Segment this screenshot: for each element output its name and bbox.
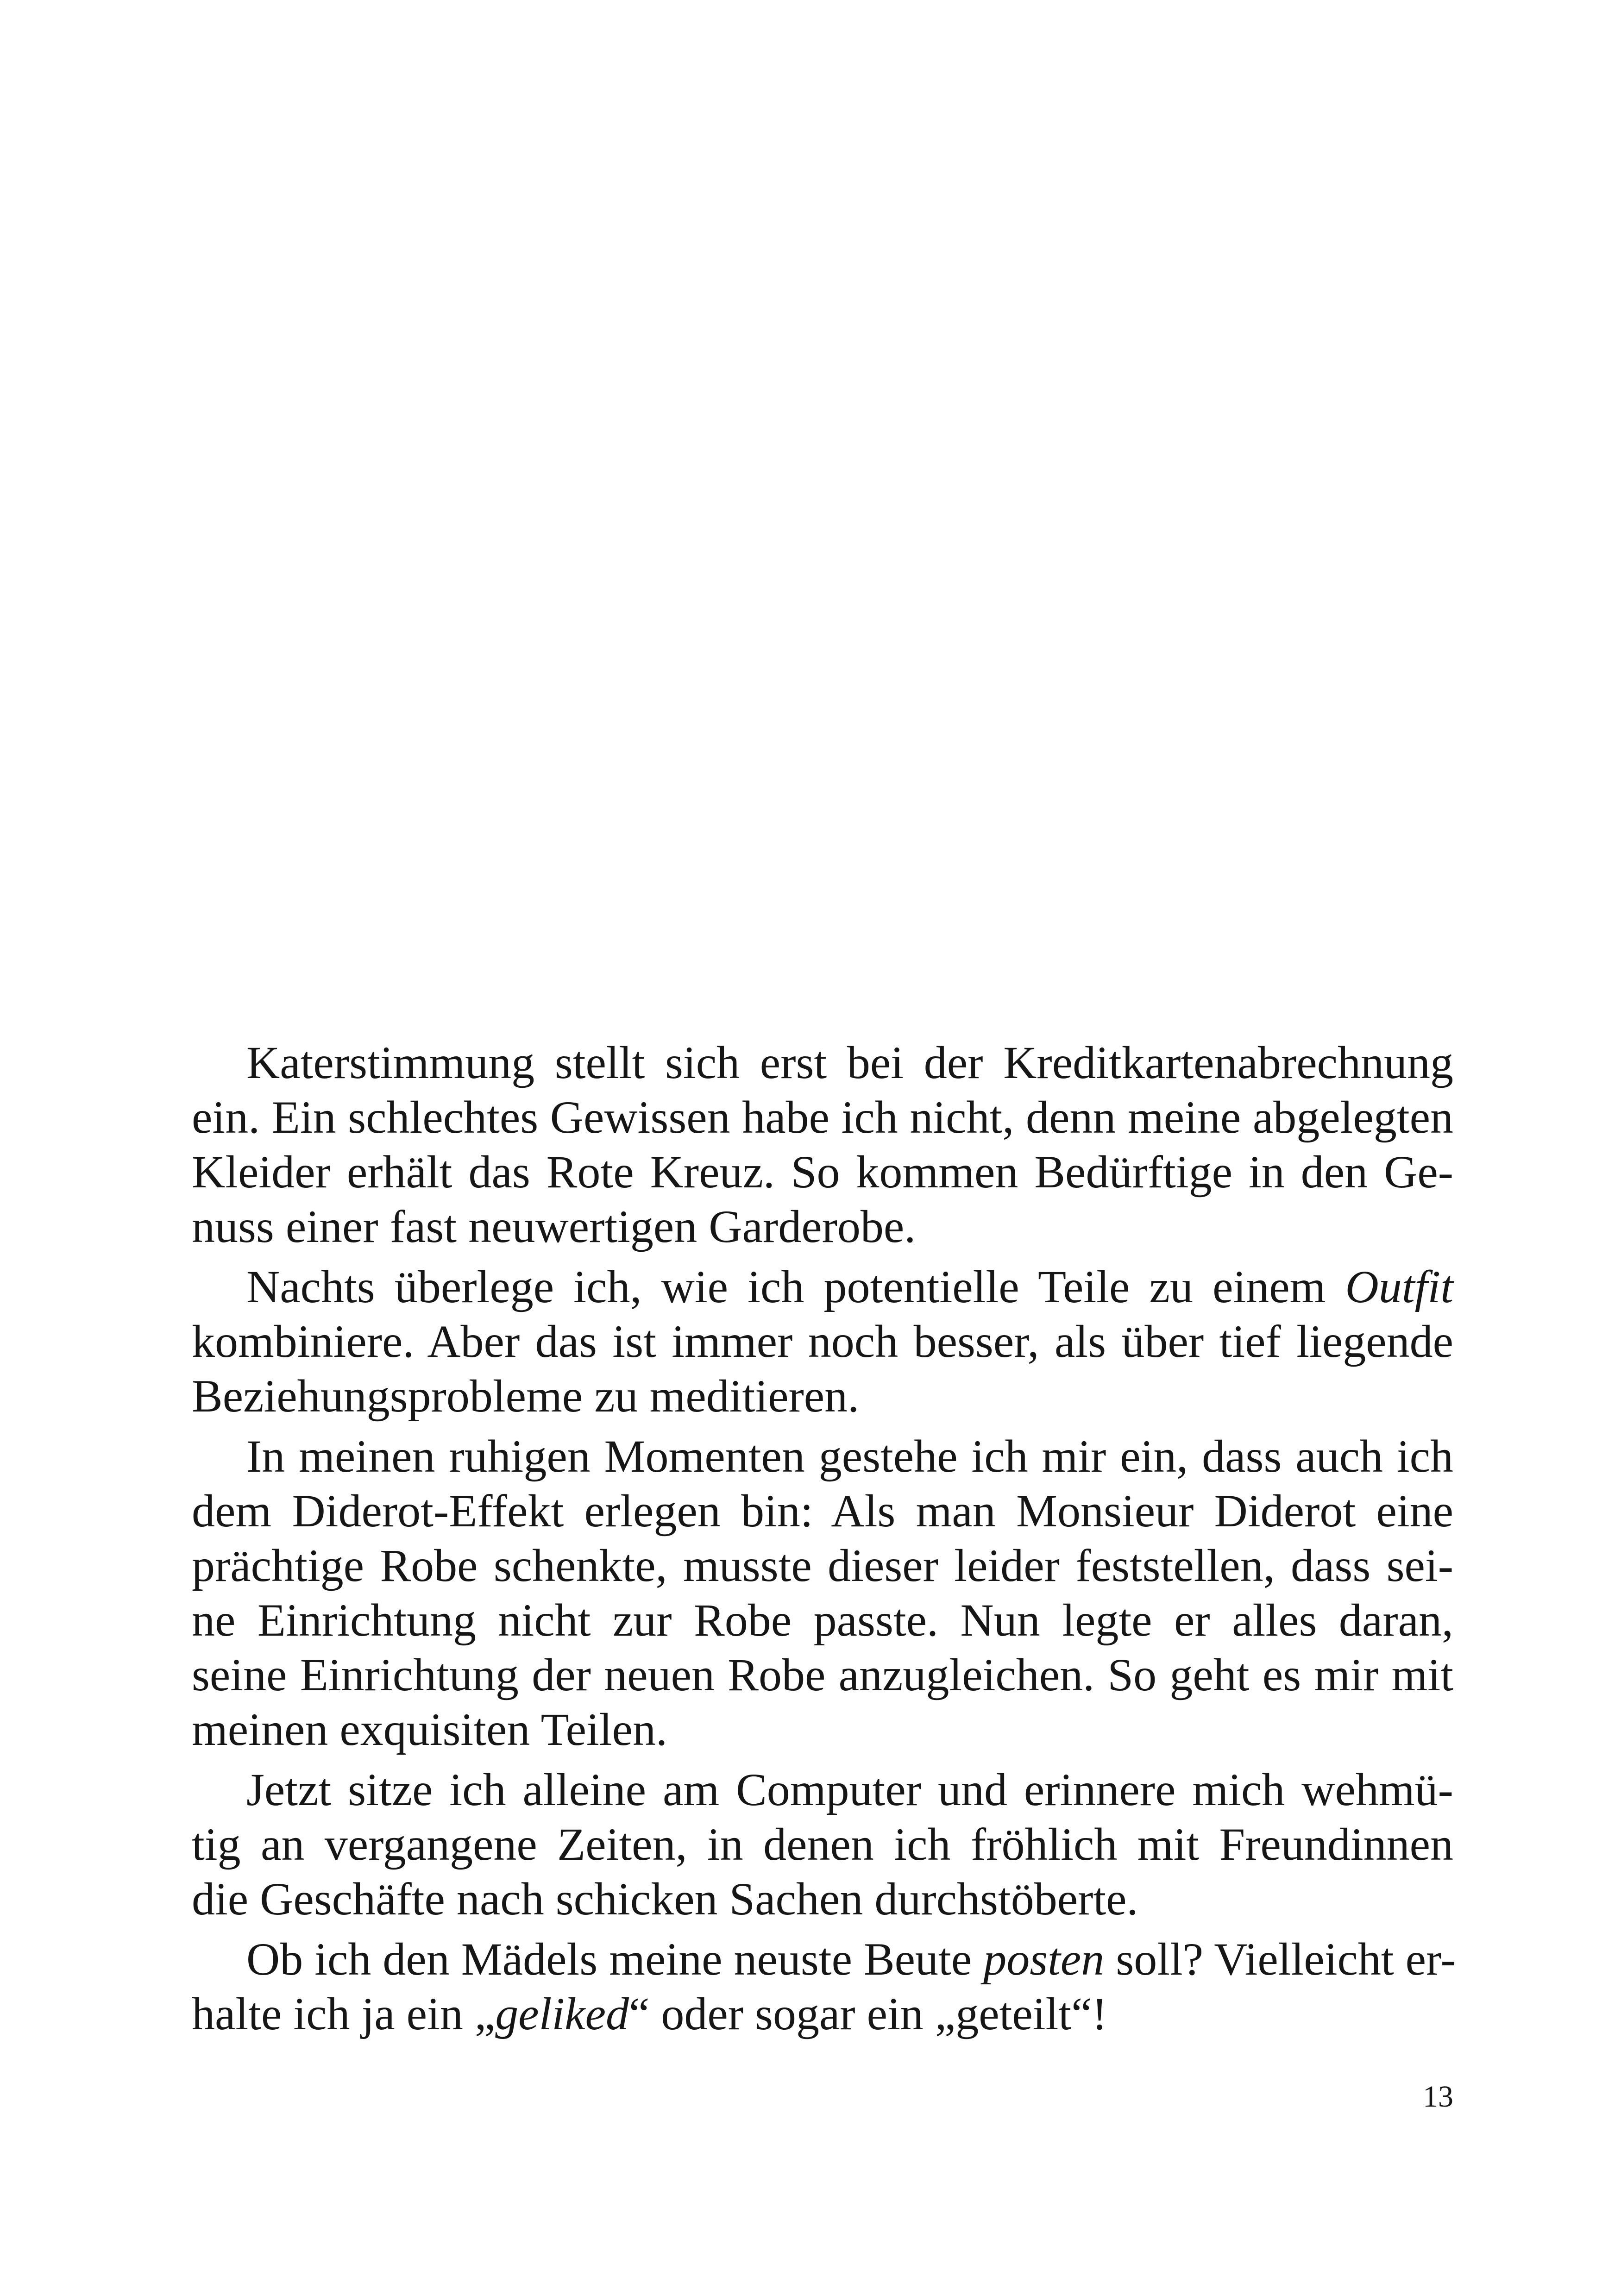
text-line: ne Einrichtung nicht zur Robe passte. Nun legte er alles daran, [192, 1594, 1453, 1646]
text-line: meinen exquisiten Teilen. [192, 1704, 668, 1755]
text-segment: halte ich ja ein „ [192, 1988, 496, 2039]
text-line: kombiniere. Aber das ist immer noch besser, als über tief liegende [192, 1316, 1453, 1367]
text-line: prächtige Robe schenkte, musste dieser leider feststellen, dass sei- [192, 1540, 1453, 1591]
italic-word: posten [983, 1933, 1105, 1985]
text-segment: “ oder sogar ein „geteilt“! [628, 1988, 1107, 2039]
text-line: Jetzt sitze ich alleine am Computer und erinnere mich wehmü- [246, 1764, 1453, 1815]
text-line: Beziehungsprobleme zu meditieren. [192, 1370, 860, 1422]
text-line: Katerstimmung stellt sich erst bei der Kreditkartenabrechnung [246, 1037, 1453, 1088]
page-number: 13 [1423, 2080, 1453, 2114]
text-line: die Geschäfte nach schicken Sachen durchstöberte. [192, 1873, 1138, 1925]
text-segment: Ob ich den Mädels meine neuste Beute [246, 1933, 984, 1985]
body-text [192, 1035, 1456, 2041]
text-line: dem Diderot-Effekt erlegen bin: Als man Monsieur Diderot eine [192, 1485, 1453, 1537]
text-line: ein. Ein schlechtes Gewissen habe ich nicht, denn meine abgelegten [192, 1092, 1453, 1143]
text-line [192, 1260, 1453, 1314]
text-line: Kleider erhält das Rote Kreuz. So kommen Bedürftige in den Ge- [192, 1146, 1453, 1198]
text-line [192, 1987, 1453, 2041]
text-line: nuss einer fast neuwertigen Garderobe. [192, 1201, 916, 1252]
text-line: In meinen ruhigen Momenten gestehe ich mir ein, dass auch ich [246, 1430, 1453, 1482]
italic-word: geliked [495, 1988, 629, 2039]
text-segment: soll? Vielleicht er- [1104, 1933, 1456, 1985]
italic-word: Outfit [1345, 1261, 1453, 1312]
text-line: tig an vergangene Zeiten, in denen ich fröhlich mit Freundinnen [192, 1819, 1453, 1870]
text-line: seine Einrichtung der neuen Robe anzugleichen. So geht es mir mit [192, 1649, 1453, 1700]
text-segment: Nachts überlege ich, wie ich potentielle Teile zu einem [246, 1261, 1345, 1312]
text-line [192, 1932, 1456, 1987]
